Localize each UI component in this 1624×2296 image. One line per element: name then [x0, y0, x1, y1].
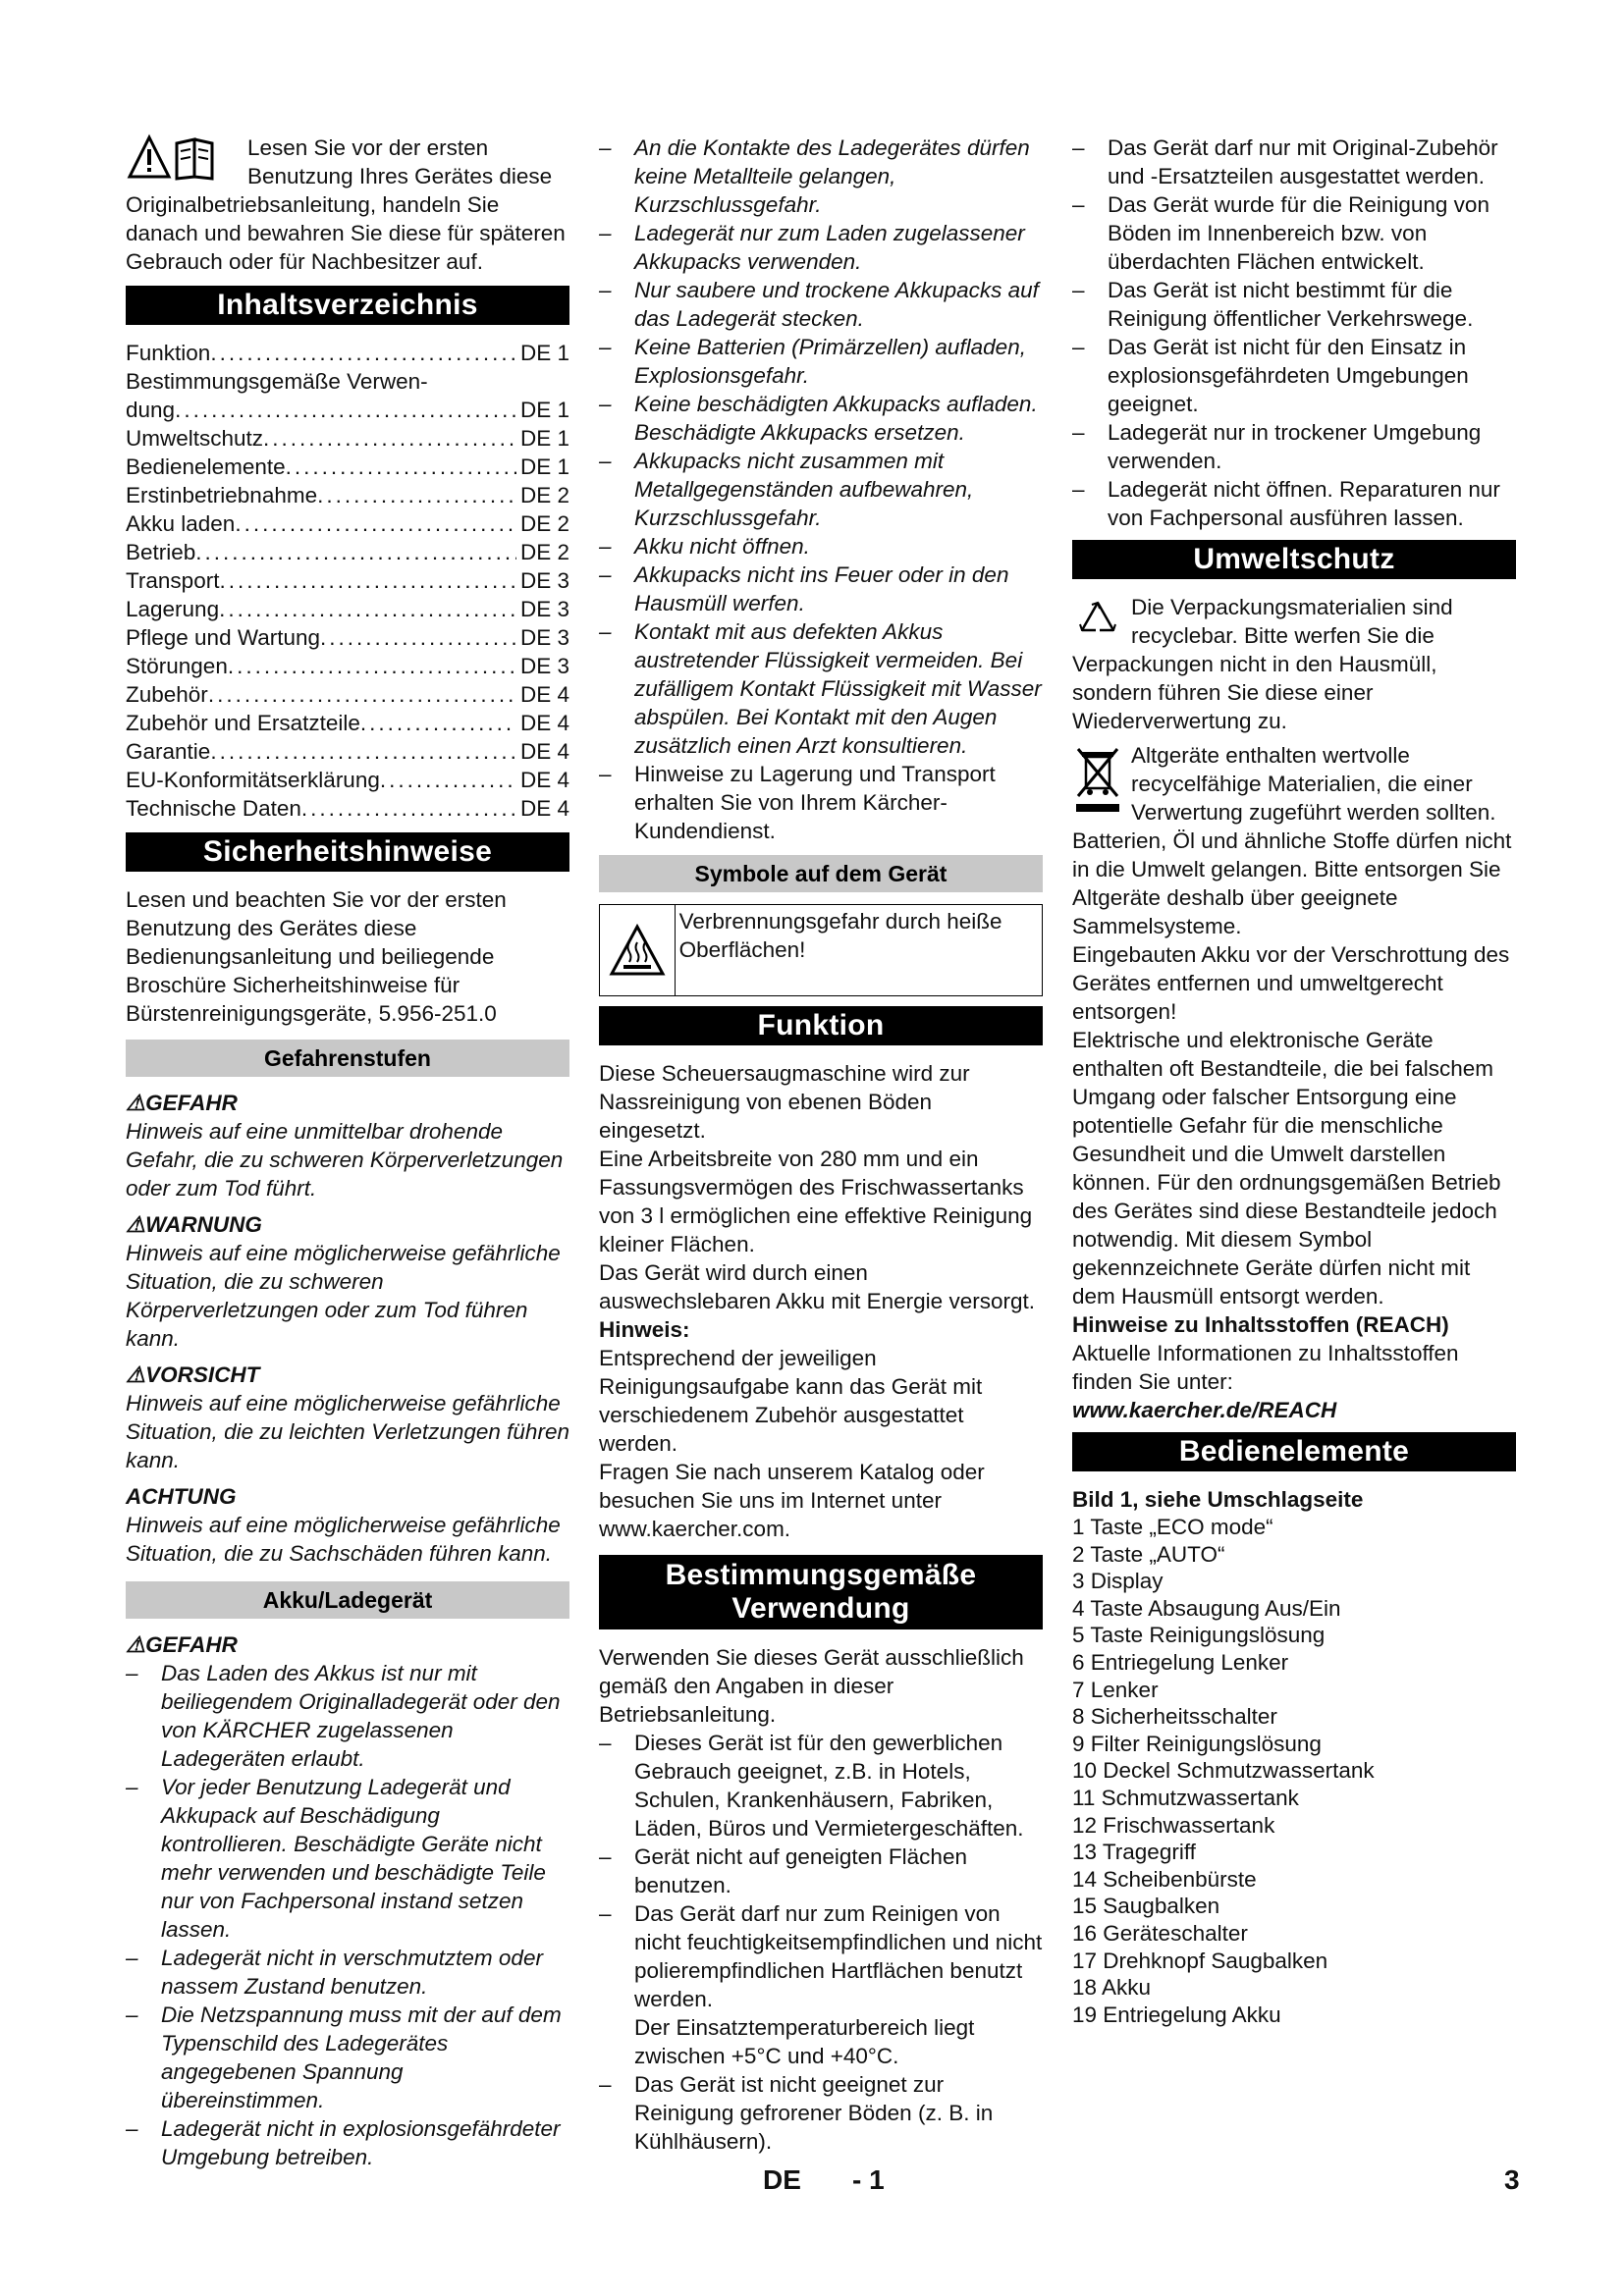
toc-item-page: DE 2: [519, 540, 569, 564]
list-item: – Akkupacks nicht ins Feuer oder in den Hausmüll werfen.: [599, 561, 1043, 617]
warning-icon: ⚠: [126, 1091, 146, 1115]
toc-item[interactable]: [126, 794, 569, 823]
reach-link[interactable]: www.kaercher.de/REACH: [1072, 1398, 1337, 1422]
toc-item[interactable]: [126, 766, 569, 794]
toc-item-leader: [235, 509, 516, 538]
toc-item-title: dung: [126, 398, 176, 422]
toc-item-leader: [219, 595, 516, 623]
env-recycle-block: [1072, 593, 1516, 735]
list-item: – Gerät nicht auf geneigten Flächen benutzen.: [599, 1842, 1043, 1899]
levels-heading: Gefahrenstufen: [126, 1040, 569, 1077]
usage-frozen: – Das Gerät ist nicht geeignet zur Reinigung gefrorener Böden (z. B. in Kühlhäusern).: [599, 2070, 1043, 2156]
toc-item-leader: [195, 538, 516, 566]
toc-item[interactable]: [126, 595, 569, 623]
control-item: 6 Entriegelung Lenker: [1072, 1649, 1289, 1675]
hazard-level-text: Hinweis auf eine unmittelbar drohende Gefahr, die zu schweren Körperverletzungen oder zum Tod führt.: [126, 1119, 564, 1201]
control-item: 19 Entriegelung Akku: [1072, 2002, 1281, 2027]
control-item: 17 Drehknopf Saugbalken: [1072, 1948, 1328, 1973]
intro-text: Lesen Sie vor der ersten Benutzung Ihres Gerätes diese Originalbetriebsanleitung, handeln Sie danach und bewahren Sie diese für späteren Gebrauch oder für Nachbesitzer auf.: [126, 135, 566, 274]
warning-icon: ⚠: [126, 1212, 146, 1237]
usage-intro: Verwenden Sie dieses Gerät ausschließlich gemäß den Angaben in dieser Betriebsanleitung.: [599, 1645, 1024, 1727]
symbols-heading: Symbole auf dem Gerät: [599, 855, 1043, 892]
toc-item-page: DE 3: [519, 625, 569, 650]
footer-page-ref: - 1: [852, 2164, 885, 2195]
toc-item-leader: [219, 566, 516, 595]
control-item: 18 Akku: [1072, 1975, 1152, 2001]
control-item: 3 Display: [1072, 1569, 1164, 1594]
list-item: – Das Gerät wurde für die Reinigung von Böden im Innenbereich bzw. von überdachten Flächen entwickelt.: [1072, 190, 1516, 276]
toc-item-title: EU-Konformitätserklärung: [126, 768, 380, 792]
hazard-level-name: GEFAHR: [145, 1091, 238, 1115]
toc-item-leader: [286, 453, 516, 481]
warning-read-manual-icon: [126, 133, 242, 183]
toc-item-title: Garantie: [126, 739, 211, 764]
reach-text: Aktuelle Informationen zu Inhaltsstoffen finden Sie unter:: [1072, 1341, 1459, 1394]
list-item: – Dieses Gerät ist für den gewerblichen Gebrauch geeignet, z.B. in Hotels, Schulen, Krankenhäusern, Fabriken, Läden, Büros und Vermietergeschäften.: [599, 1729, 1043, 1842]
column-1: [126, 133, 569, 2171]
control-item: 2 Taste „AUTO“: [1072, 1541, 1225, 1567]
toc-item-page: DE 1: [519, 398, 569, 422]
akku-list-col1: [126, 1659, 569, 2171]
footer-page-number: 3: [1504, 2164, 1520, 2195]
intro-block: [126, 133, 569, 276]
toc-item[interactable]: [126, 538, 569, 566]
toc-item[interactable]: [126, 737, 569, 766]
hazard-level-name: WARNUNG: [145, 1212, 262, 1237]
function-p1: Diese Scheuersaugmaschine wird zur Nassreinigung von ebenen Böden eingesetzt.: [599, 1061, 970, 1143]
toc-item-title: Bedienelemente: [126, 454, 286, 479]
akku-danger-title: ⚠GEFAHR: [126, 1632, 238, 1657]
hazard-level-title: [126, 1089, 569, 1117]
list-item: – Keine beschädigten Akkupacks aufladen. Beschädigte Akkupacks ersetzen.: [599, 390, 1043, 447]
levels-list: [126, 1089, 569, 1568]
env-weee-block: [1072, 741, 1516, 940]
safety-heading: Sicherheitshinweise: [126, 832, 569, 872]
function-p2: Eine Arbeitsbreite von 280 mm und ein Fassungsvermögen des Frischwassertanks von 3 l ermöglichen eine effektive Reinigung kleiner Flächen.: [599, 1147, 1033, 1256]
toc-item-title: Transport: [126, 568, 220, 593]
controls-heading: Bedienelemente: [1072, 1432, 1516, 1471]
toc-heading: Inhaltsverzeichnis: [126, 286, 569, 325]
hazard-level-name: ACHTUNG: [126, 1484, 237, 1509]
usage-list-col3: [1072, 133, 1516, 532]
list-item: – Das Gerät ist nicht für den Einsatz in explosionsgefährdeten Umgebungen geeignet.: [1072, 333, 1516, 418]
toc-item-page: DE 1: [519, 454, 569, 479]
crossed-bin-icon: [1072, 745, 1123, 816]
control-item: 4 Taste Absaugung Aus/Ein: [1072, 1595, 1341, 1621]
function-p3: Das Gerät wird durch einen auswechslebaren Akku mit Energie versorgt.: [599, 1260, 1035, 1313]
list-item: – Akku nicht öffnen.: [599, 532, 1043, 561]
danger-warning-icon: ⚠: [126, 1632, 146, 1657]
toc-item[interactable]: [126, 680, 569, 709]
usage-temp: Der Einsatztemperaturbereich liegt zwischen +5°C und +40°C.: [634, 2015, 975, 2068]
list-item: – Keine Batterien (Primärzellen) aufladen, Explosionsgefahr.: [599, 333, 1043, 390]
toc-item-page: DE 2: [519, 511, 569, 536]
control-item: 15 Saugbalken: [1072, 1894, 1220, 1919]
toc-item-page: DE 4: [519, 796, 569, 821]
controls-list: [1072, 1514, 1516, 2028]
hazard-level-text: Hinweis auf eine möglicherweise gefährliche Situation, die zu leichten Verletzungen führen kann.: [126, 1391, 569, 1472]
toc-item-leader: [210, 339, 516, 367]
toc-list: [126, 339, 569, 823]
hazard-level-title: [126, 1210, 569, 1239]
toc-item-leader: [208, 680, 516, 709]
hazard-level-title: [126, 1482, 569, 1511]
toc-item[interactable]: [126, 453, 569, 481]
hazard-level-title: [126, 1361, 569, 1389]
toc-item-title: Pflege und Wartung: [126, 625, 321, 650]
control-item: 9 Filter Reinigungslösung: [1072, 1731, 1322, 1756]
toc-item[interactable]: [126, 339, 569, 367]
toc-item-page: DE 4: [519, 711, 569, 735]
control-item: 16 Geräteschalter: [1072, 1920, 1248, 1946]
environment-heading: Umweltschutz: [1072, 540, 1516, 579]
list-item: – Das Gerät darf nur zum Reinigen von nicht feuchtigkeitsempfindlichen und nicht polierempfindlichen Hartflächen benutzt werden.: [599, 1899, 1043, 2013]
function-p4: Entsprechend der jeweiligen Reinigungsaufgabe kann das Gerät mit verschiedenem Zubehör ausgestattet werden.: [599, 1346, 983, 1456]
toc-item[interactable]: [126, 509, 569, 538]
function-heading: Funktion: [599, 1006, 1043, 1045]
list-item: – Nur saubere und trockene Akkupacks auf das Ladegerät stecken.: [599, 276, 1043, 333]
control-item: 1 Taste „ECO mode“: [1072, 1515, 1273, 1539]
list-item: – Das Laden des Akkus ist nur mit beiliegendem Originalladegerät oder den von KÄRCHER zugelassenen Ladegeräten erlaubt.: [126, 1659, 569, 1773]
control-item: 7 Lenker: [1072, 1677, 1159, 1702]
env-p1: Die Verpackungsmaterialien sind recyclebar. Bitte werfen Sie die Verpackungen nicht in den Hausmüll, sondern führen Sie diese einer Wiederverwertung zu.: [1072, 595, 1453, 733]
reach-title: Hinweise zu Inhaltsstoffen (REACH): [1072, 1312, 1449, 1337]
control-item: 12 Frischwassertank: [1072, 1812, 1275, 1838]
toc-item-page: DE 4: [519, 682, 569, 707]
list-item: – Ladegerät nur in trockener Umgebung verwenden.: [1072, 418, 1516, 475]
list-item: – Akkupacks nicht zusammen mit Metallgegenständen aufbewahren, Kurzschlussgefahr.: [599, 447, 1043, 532]
control-item: 8 Sicherheitsschalter: [1072, 1704, 1277, 1730]
hot-surface-text: Verbrennungsgefahr durch heiße Oberflächen!: [678, 909, 1002, 962]
toc-item[interactable]: [126, 709, 569, 737]
toc-item-leader: [263, 424, 516, 453]
toc-item-leader: [175, 396, 516, 424]
list-item: – Ladegerät nur zum Laden zugelassener Akkupacks verwenden.: [599, 219, 1043, 276]
toc-item-page: DE 4: [519, 768, 569, 792]
control-item: 13 Tragegriff: [1072, 1840, 1196, 1865]
footer-lang: DE: [763, 2164, 801, 2195]
toc-item-title: Zubehör und Ersatzteile: [126, 711, 360, 735]
toc-item-leader: [380, 766, 516, 794]
toc-item-leader: [317, 481, 516, 509]
hazard-level-name: VORSICHT: [145, 1362, 260, 1387]
akku-list-col2: [599, 133, 1043, 760]
control-item: 10 Deckel Schmutzwassertank: [1072, 1758, 1375, 1784]
toc-item-leader: [360, 709, 516, 737]
toc-item-leader: [228, 652, 516, 680]
toc-item[interactable]: [126, 424, 569, 453]
toc-item-page: DE 3: [519, 654, 569, 678]
toc-item-page: DE 3: [519, 568, 569, 593]
list-item: – Kontakt mit aus defekten Akkus austretender Flüssigkeit vermeiden. Bei zufälligem Kontakt Flüssigkeit mit Wasser abspülen. Bei Kontakt mit den Augen zusätzlich einen Arzt konsultieren.: [599, 617, 1043, 760]
toc-item-page: DE 1: [519, 426, 569, 451]
toc-item-page: DE 4: [519, 739, 569, 764]
list-item: – Ladegerät nicht in explosionsgefährdeter Umgebung betreiben.: [126, 2114, 569, 2171]
env-p3: Eingebauten Akku vor der Verschrottung des Gerätes entfernen und umweltgerecht entsorgen!: [1072, 942, 1510, 1024]
env-p2: Altgeräte enthalten wertvolle recycelfähige Materialien, die einer Verwertung zugeführt werden sollten. Batterien, Öl und ähnliche Stoffe dürfen nicht in die Umwelt gelangen. Bitte entsorgen Sie Altgeräte deshalb über geeignete Sammelsysteme.: [1072, 743, 1512, 938]
usage-heading: Bestimmungsgemäße Verwendung: [599, 1555, 1043, 1629]
akku-heading: Akku/Ladegerät: [126, 1581, 569, 1619]
toc-item-title: Störungen: [126, 654, 228, 678]
recycle-icon: [1072, 597, 1123, 646]
toc-item-title: Erstinbetriebnahme: [126, 483, 318, 507]
list-item: – Das Gerät darf nur mit Original-Zubehör und -Ersatzteilen ausgestattet werden.: [1072, 133, 1516, 190]
control-item: 11 Schmutzwassertank: [1072, 1785, 1299, 1810]
toc-item-title: Lagerung: [126, 597, 220, 621]
toc-item-page: DE 1: [519, 341, 569, 365]
toc-item[interactable]: [126, 652, 569, 680]
function-note-title: Hinweis:: [599, 1317, 690, 1342]
toc-item-title: Technische Daten: [126, 796, 301, 821]
list-item: – An die Kontakte des Ladegerätes dürfen keine Metallteile gelangen, Kurzschlussgefahr.: [599, 133, 1043, 219]
toc-item[interactable]: [126, 623, 569, 652]
control-item: 14 Scheibenbürste: [1072, 1866, 1257, 1892]
warning-icon: ⚠: [126, 1362, 146, 1387]
toc-item-leader: [320, 623, 516, 652]
toc-item-leader: [210, 737, 516, 766]
toc-item[interactable]: [126, 566, 569, 595]
toc-item-title: Bestimmungsgemäße Verwen-: [126, 369, 428, 394]
toc-item-title: Zubehör: [126, 682, 208, 707]
toc-item-title: Akku laden: [126, 511, 236, 536]
toc-item-title: Funktion: [126, 341, 211, 365]
list-item: – Das Gerät ist nicht bestimmt für die Reinigung öffentlicher Verkehrswege.: [1072, 276, 1516, 333]
toc-item[interactable]: [126, 481, 569, 509]
controls-figure: Bild 1, siehe Umschlagseite: [1072, 1487, 1364, 1512]
hot-surface-icon: [600, 905, 676, 995]
column-3: [1072, 133, 1516, 2028]
column-2: [599, 133, 1043, 2156]
env-p4: Elektrische und elektronische Geräte enthalten oft Bestandteile, die bei falschem Umgang oder falscher Entsorgung eine potentielle Gefahr für die menschliche Gesundheit und die Umwelt darstellen können. Für den ordnungsgemäßen Betrieb des Gerätes sind diese Bestandteile jedoch notwendig. Mit diesem Symbol gekennzeichnete Geräte dürfen nicht mit dem Hausmüll entsorgt werden.: [1072, 1028, 1501, 1308]
toc-item-leader: [301, 794, 516, 823]
list-item: – Ladegerät nicht öffnen. Reparaturen nur von Fachpersonal ausführen lassen.: [1072, 475, 1516, 532]
hazard-level-text: Hinweis auf eine möglicherweise gefährliche Situation, die zu Sachschäden führen kann.: [126, 1513, 561, 1566]
safety-text: Lesen und beachten Sie vor der ersten Benutzung des Gerätes diese Bedienungsanleitung und beiliegende Broschüre Sicherheitshinweise für Bürstenreinigungsgeräte, 5.956-251.0: [126, 887, 507, 1026]
usage-list-col2: [599, 1729, 1043, 2013]
function-p5: Fragen Sie nach unserem Katalog oder besuchen Sie uns im Internet unter www.kaercher.com.: [599, 1460, 985, 1541]
control-item: 5 Taste Reinigungslösung: [1072, 1623, 1326, 1648]
toc-item-title: Umweltschutz: [126, 426, 264, 451]
toc-item-page: DE 3: [519, 597, 569, 621]
hot-surface-symbol-box: [599, 904, 1043, 996]
list-item: – Ladegerät nicht in verschmutztem oder nassem Zustand benutzen.: [126, 1944, 569, 2001]
list-item: – Vor jeder Benutzung Ladegerät und Akkupack auf Beschädigung kontrollieren. Beschädigte Geräte nicht mehr verwenden und beschädigte Teile nur von Fachpersonal instand setzen lassen.: [126, 1773, 569, 1944]
list-item: – Die Netzspannung muss mit der auf dem Typenschild des Ladegerätes angegebenen Spannung übereinstimmen.: [126, 2001, 569, 2114]
toc-item[interactable]: [126, 367, 569, 396]
toc-item-title: Betrieb: [126, 540, 196, 564]
toc-item[interactable]: [126, 396, 569, 424]
hazard-level-text: Hinweis auf eine möglicherweise gefährliche Situation, die zu schweren Körperverletzungen oder zum Tod führen kann.: [126, 1241, 561, 1351]
storage-note: – Hinweise zu Lagerung und Transport erhalten Sie von Ihrem Kärcher-Kundendienst.: [599, 760, 1043, 845]
toc-item-page: DE 2: [519, 483, 569, 507]
